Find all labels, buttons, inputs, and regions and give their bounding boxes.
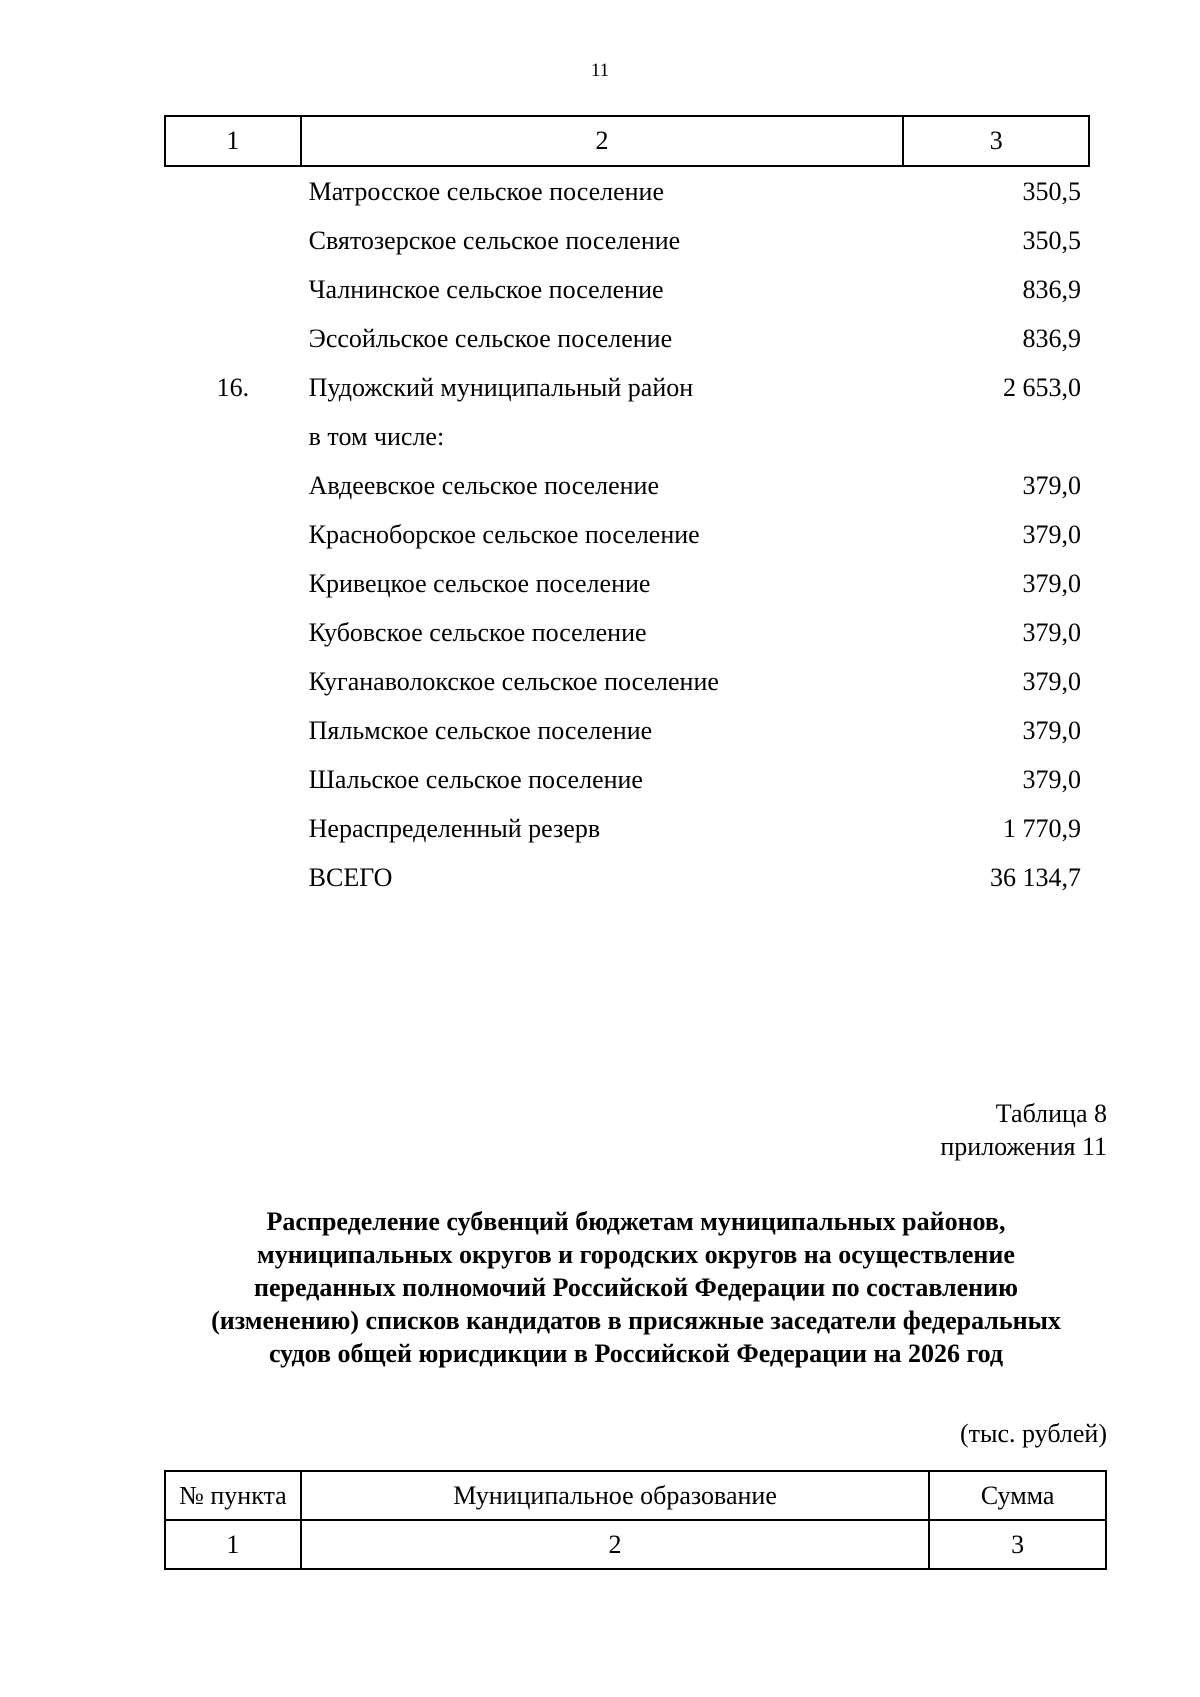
header-municipality: Муниципальное образование [301, 1471, 930, 1520]
table-title [160, 1205, 1112, 1370]
table-caption [940, 1097, 1107, 1163]
row-number [165, 412, 301, 461]
municipality-name: Шальское сельское поселение [308, 764, 643, 794]
municipality-name: Красноборское сельское поселение [308, 519, 700, 549]
row-number [165, 166, 301, 216]
table-row [165, 461, 1089, 510]
amount: 379,0 [1022, 764, 1081, 794]
municipality-name: Авдеевское сельское поселение [308, 470, 659, 500]
municipality-name: Куганаволокское сельское поселение [308, 666, 719, 696]
table-row [165, 265, 1089, 314]
amount: 379,0 [1022, 617, 1081, 647]
table-row [165, 166, 1089, 216]
appendix-reference: приложения 11 [940, 1132, 1107, 1161]
total-label: ВСЕГО [308, 862, 393, 892]
column-numbering-row [165, 116, 1089, 166]
column-number-1: 1 [165, 116, 301, 166]
row-number [165, 853, 301, 902]
table-row [165, 363, 1089, 412]
column-number-2: 2 [301, 116, 904, 166]
municipality-name: в том числе: [308, 421, 445, 451]
municipality-name: Эссойльское сельское поселение [308, 323, 673, 353]
table-row [165, 804, 1089, 853]
row-number [165, 706, 301, 755]
row-number [165, 314, 301, 363]
total-row [165, 853, 1089, 902]
column-number-3: 3 [903, 116, 1089, 166]
table-row [165, 510, 1089, 559]
title-line: судов общей юрисдикции в Российской Федерации на 2026 год [268, 1339, 1004, 1368]
amount: 379,0 [1022, 470, 1081, 500]
column-number-3: 3 [929, 1520, 1106, 1569]
amount: 836,9 [1022, 323, 1081, 353]
row-number [165, 608, 301, 657]
row-number [165, 559, 301, 608]
amount: 1 770,9 [1003, 813, 1081, 843]
table-row [165, 657, 1089, 706]
amount: 836,9 [1022, 274, 1081, 304]
table-row [165, 755, 1089, 804]
total-amount: 36 134,7 [990, 862, 1081, 892]
municipality-name: Святозерское сельское поселение [308, 225, 681, 255]
table-row [165, 216, 1089, 265]
title-line: муниципальных округов и городских округов на осуществление [257, 1240, 1015, 1269]
column-number-1: 1 [165, 1520, 301, 1569]
page-number: 11 [590, 60, 610, 81]
title-line: (изменению) списков кандидатов в присяжные заседатели федеральных [211, 1306, 1061, 1335]
row-number [165, 510, 301, 559]
municipality-name: Чалнинское сельское поселение [308, 274, 664, 304]
row-number [165, 265, 301, 314]
amount: 2 653,0 [1003, 372, 1081, 402]
title-line: переданных полномочий Российской Федерации по составлению [254, 1273, 1018, 1302]
units-label: (тыс. рублей) [959, 1419, 1107, 1448]
row-number [165, 657, 301, 706]
header-row [165, 1471, 1106, 1520]
municipality-name: Кубовское сельское поселение [308, 617, 647, 647]
amount: 379,0 [1022, 519, 1081, 549]
amount: 379,0 [1022, 715, 1081, 745]
municipality-name: Пудожский муниципальный район [308, 372, 694, 402]
amount: 350,5 [1022, 176, 1081, 206]
title-line: Распределение субвенций бюджетам муниципальных районов, [266, 1207, 1006, 1236]
municipality-name: Нераспределенный резерв [308, 813, 601, 843]
amount: 379,0 [1022, 666, 1081, 696]
amount [903, 412, 1089, 461]
column-number-2: 2 [301, 1520, 930, 1569]
row-number [165, 804, 301, 853]
amount: 350,5 [1022, 225, 1081, 255]
table-row [165, 559, 1089, 608]
header-item-number: № пункта [165, 1471, 301, 1520]
table-row [165, 314, 1089, 363]
municipality-name: Пяльмское сельское поселение [308, 715, 653, 745]
row-number [165, 755, 301, 804]
municipality-name: Кривецкое сельское поселение [308, 568, 651, 598]
table-number: Таблица 8 [995, 1099, 1107, 1128]
header-amount: Сумма [929, 1471, 1106, 1520]
table-row [165, 412, 1089, 461]
distribution-table [164, 1470, 1107, 1570]
row-number [165, 461, 301, 510]
municipality-name: Матросское сельское поселение [308, 176, 664, 206]
column-numbering-row [165, 1520, 1106, 1569]
amount: 379,0 [1022, 568, 1081, 598]
table-row [165, 706, 1089, 755]
row-number [165, 216, 301, 265]
row-number: 16. [216, 372, 250, 402]
table-row [165, 608, 1089, 657]
continuation-table [164, 115, 1090, 902]
